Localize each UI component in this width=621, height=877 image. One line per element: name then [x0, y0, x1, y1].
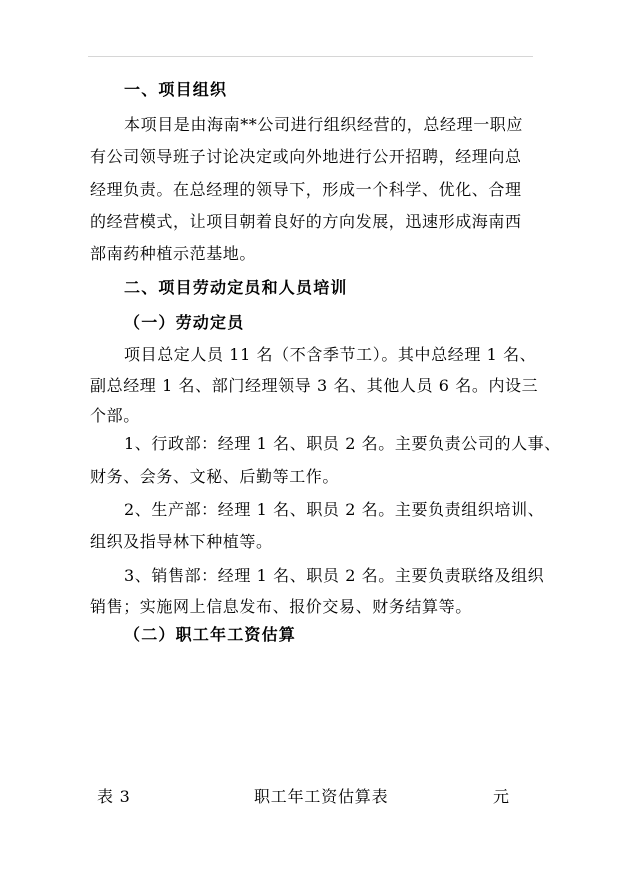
paragraph-line: 销售；实施网上信息发布、报价交易、财务结算等。 [90, 597, 472, 616]
paragraph-line: 2、生产部：经理 1 名、职员 2 名。主要负责组织培训、 [124, 500, 545, 519]
paragraph-line: 经理负责。在总经理的领导下，形成一个科学、优化、合理 [90, 180, 522, 199]
page-header-rule [88, 56, 533, 57]
subsection-staffing-heading: （一）劳动定员 [124, 313, 245, 332]
paragraph-line: 有公司领导班子讨论决定或向外地进行公开招聘，经理向总 [90, 147, 522, 166]
subsection-salary-heading: （二）职工年工资估算 [124, 625, 297, 644]
paragraph-line: 组织及指导林下种植等。 [90, 532, 273, 551]
paragraph-line: 的经营模式，让项目朝着良好的方向发展，迅速形成海南西 [90, 212, 522, 231]
paragraph-line: 本项目是由海南**公司进行组织经营的，总经理一职应 [124, 115, 524, 134]
table-unit: 元 [493, 787, 510, 806]
paragraph-line: 副总经理 1 名、部门经理领导 3 名、其他人员 6 名。内设三 [90, 376, 539, 395]
section1-heading: 一、项目组织 [124, 80, 228, 99]
table-number: 表 3 [97, 787, 131, 806]
section2-heading: 二、项目劳动定员和人员培训 [124, 278, 348, 297]
paragraph-line: 部南药种植示范基地。 [90, 244, 257, 263]
paragraph-line: 项目总定人员 11 名（不含季节工）。其中总经理 1 名、 [124, 345, 537, 364]
paragraph-line: 1、行政部：经理 1 名、职员 2 名。主要负责公司的人事、 [124, 434, 561, 453]
paragraph-line: 财务、会务、文秘、后勤等工作。 [90, 467, 340, 486]
table-title: 职工年工资估算表 [254, 787, 389, 806]
paragraph-line: 个部。 [90, 406, 140, 425]
paragraph-line: 3、销售部：经理 1 名、职员 2 名。主要负责联络及组织 [124, 566, 545, 585]
